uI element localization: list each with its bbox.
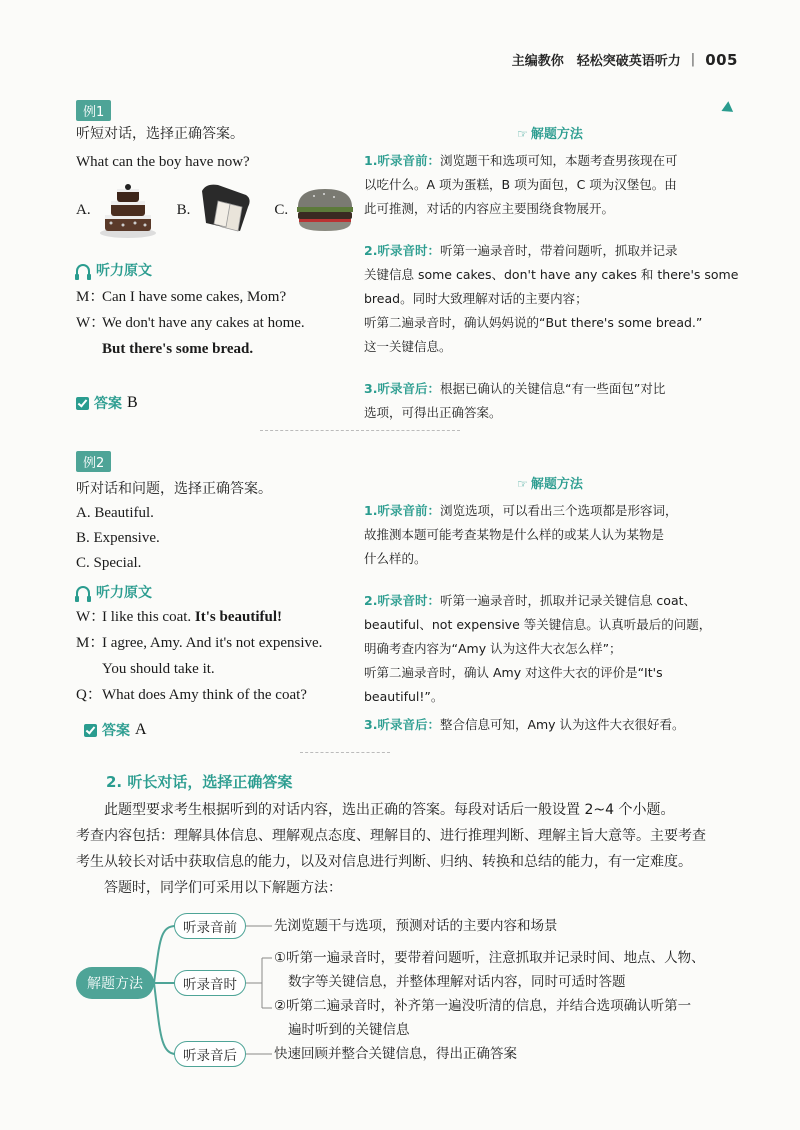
mindmap-line: ②听第二遍录音时，补齐第一遍没听清的信息，并结合选项确认听第一	[274, 998, 692, 1014]
example-2-instruction: 听对话和问题，选择正确答案。	[76, 481, 272, 497]
step-text: beautiful、not expensive 等关键信息。认真听最后的问题，	[364, 617, 712, 632]
step-text: 明确考查内容为“Amy 认为这件大衣怎么样”；	[364, 641, 622, 656]
step-text: beautiful!”。	[364, 689, 444, 704]
step-text: 听第一遍录音时，抓取并记录关键信息 coat、	[439, 593, 697, 608]
speaker: Q：	[76, 687, 102, 703]
step-label: 2.听录音时：	[364, 243, 440, 258]
step-text: 这一关键信息。	[364, 339, 452, 354]
step-text: 听第二遍录音时，确认 Amy 对这件大衣的评价是“It's	[364, 665, 663, 680]
mindmap-node-during: 听录音时	[174, 970, 246, 996]
mindmap-line: ①听第一遍录音时，要带着问题听，注意抓取并记录时间、地点、人物、	[274, 950, 705, 966]
mindmap-node-before: 听录音前	[174, 913, 246, 939]
step-text: bread。同时大致理解对话的主要内容；	[364, 291, 588, 306]
method-title-text: 解题方法	[530, 477, 583, 492]
step-text: 整合信息可知，Amy 认为这件大衣很好看。	[439, 717, 685, 732]
speaker: W：	[76, 609, 106, 625]
method-title-text: 解题方法	[530, 127, 583, 142]
dialog-text-bold: It's beautiful!	[194, 609, 282, 625]
paragraph-intro: 答题时，同学们可采用以下解题方法：	[104, 880, 342, 896]
transcript-heading-text: 听力原文	[96, 263, 152, 279]
step-label: 1.听录音前：	[364, 503, 440, 518]
mindmap-text-during	[274, 946, 705, 1042]
dialog-text: Can I have some cakes, Mom?	[102, 289, 287, 305]
example-1-instruction: 听短对话，选择正确答案。	[76, 126, 244, 142]
dialog-text-bold: But there's some bread.	[102, 341, 254, 357]
answer-label: 答案	[102, 723, 130, 739]
option-b-label: B.	[176, 201, 191, 218]
example-2-option-b: B. Expensive.	[76, 530, 160, 546]
book-title: 主编教你 轻松突破英语听力	[511, 54, 681, 69]
step-text: 根据已确认的关键信息“有一些面包”对比	[439, 381, 666, 396]
transcript-heading-text: 听力原文	[96, 585, 152, 601]
pointing-hand-icon: ☞	[517, 477, 528, 491]
example-2-option-a: A. Beautiful.	[76, 505, 154, 521]
step-text: 故推测本题可能考查某物是什么样的或某人认为某物是	[364, 527, 665, 542]
step-text: 什么样的。	[364, 551, 427, 566]
mindmap-text-before: 先浏览题干与选项，预测对话的主要内容和场景	[274, 918, 558, 934]
step-label: 3.听录音后：	[364, 717, 440, 732]
speaker: M：	[76, 635, 105, 651]
pointing-hand-icon: ☞	[517, 127, 528, 141]
dialog-text: We don't have any cakes at home.	[102, 315, 305, 331]
mindmap-line: 数字等关键信息，并整体理解对话内容，同时可适时答题	[288, 974, 626, 990]
step-label: 1.听录音前：	[364, 153, 440, 168]
dialog-text: I agree, Amy. And it's not expensive.	[102, 635, 323, 651]
mindmap-line: 遍时听到的关键信息	[288, 1022, 410, 1038]
step-text: 听第一遍录音时，带着问题听，抓取并记录	[439, 243, 678, 258]
example-2-option-c: C. Special.	[76, 555, 142, 571]
section-2-title: 2. 听长对话，选择正确答案	[106, 773, 293, 791]
answer-value: B	[127, 394, 138, 411]
example-2-tag: 例2	[76, 451, 111, 472]
speaker: W：	[76, 315, 106, 331]
option-c-label: C.	[274, 201, 289, 218]
header-divider: |	[690, 52, 696, 67]
paragraph-line: 此题型要求考生根据听到的对话内容，选出正确的答案。每段对话后一般设置 2~4 个小题。	[104, 802, 675, 818]
mindmap-root: 解题方法	[76, 967, 154, 999]
step-text: 选项，可得出正确答案。	[364, 405, 502, 420]
step-label: 3.听录音后：	[364, 381, 440, 396]
step-label: 2.听录音时：	[364, 593, 440, 608]
step-text: 此可推测，对话的内容应主要围绕食物展开。	[364, 201, 615, 216]
example-1-tag: 例1	[76, 100, 111, 121]
step-text: 关键信息 some cakes、don't have any cakes 和 there's some	[364, 267, 739, 282]
paragraph-line: 考生从较长对话中获取信息的能力，以及对信息进行判断、归纳、转换和总结的能力，有一定难度。	[76, 854, 692, 870]
step-text: 听第二遍录音时，确认妈妈说的“But there's some bread.”	[364, 315, 703, 330]
leader-middle	[244, 958, 272, 1008]
dialog-text: I like this coat.	[102, 609, 192, 625]
option-a-label: A.	[76, 201, 91, 218]
page-number: 005	[705, 50, 738, 69]
step-text: 浏览题干和选项可知，本题考查男孩现在可	[439, 153, 678, 168]
mindmap-node-after: 听录音后	[174, 1041, 246, 1067]
connector-top	[154, 926, 176, 983]
connector-bottom	[154, 983, 176, 1054]
example-1-question: What can the boy have now?	[76, 154, 250, 170]
paragraph-line: 考查内容包括：理解具体信息、理解观点态度、理解目的、进行推理判断、理解主旨大意等。主要考查	[76, 828, 706, 844]
step-text: 以吃什么。A 项为蛋糕，B 项为面包，C 项为汉堡包。由	[364, 177, 677, 192]
answer-value: A	[135, 721, 147, 738]
dialog-text: You should take it.	[102, 661, 215, 677]
mindmap-text-after: 快速回顾并整合关键信息，得出正确答案	[274, 1046, 517, 1062]
speaker: M：	[76, 289, 105, 305]
step-text: 浏览选项，可以看出三个选项都是形容词，	[439, 503, 678, 518]
dialog-text: What does Amy think of the coat?	[102, 687, 307, 703]
answer-label: 答案	[94, 396, 122, 412]
